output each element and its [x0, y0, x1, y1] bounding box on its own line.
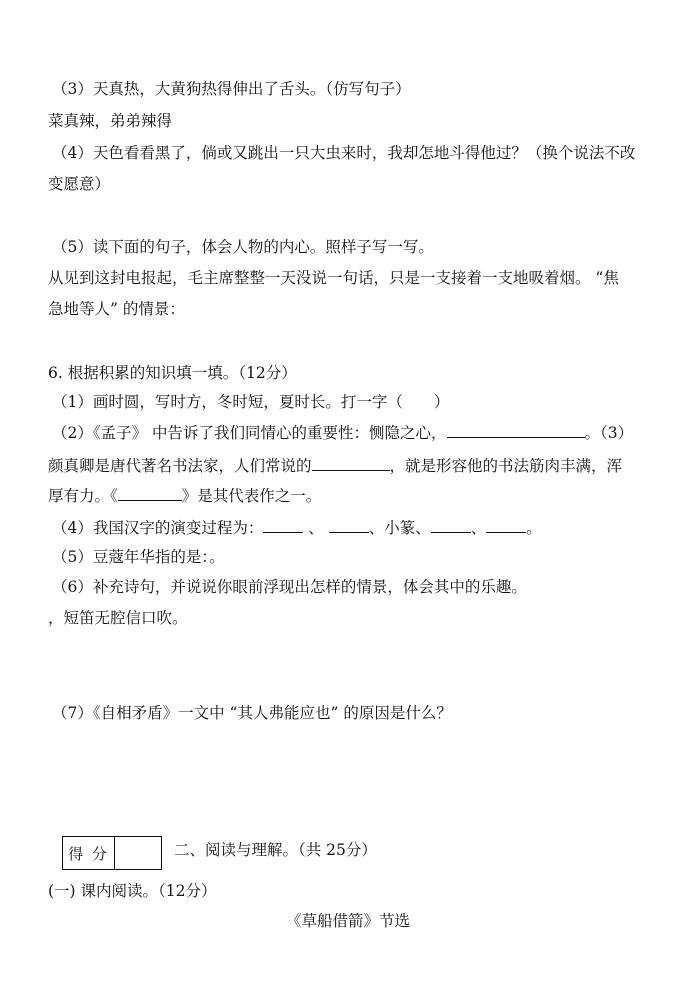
section-6-item-2: [52, 422, 633, 444]
question-3-prompt: （3）天真热，大黄狗热得伸出了舌头。（仿写句子）: [52, 80, 411, 98]
section-6-item-6-poem: ，短笛无腔信口吹。: [48, 609, 188, 627]
item-4-sep-2: 、小篆、: [368, 519, 431, 537]
section-6-item-3-line-1: [48, 455, 622, 477]
score-input-cell[interactable]: [115, 837, 161, 869]
item-4-sep-1: 、: [303, 519, 329, 537]
score-label: 得 分: [63, 837, 115, 869]
question-4-line-2: 变愿意）: [48, 175, 111, 193]
answer-blank[interactable]: [118, 486, 182, 501]
item-3-text: 颜真卿是唐代著名书法家，人们常说的: [48, 457, 312, 475]
answer-blank[interactable]: [447, 423, 585, 438]
item-4-sep-3: 、: [470, 519, 487, 537]
section-6-item-7: （7）《自相矛盾》一文中 “其人弗能应也” 的原因是什么？: [52, 704, 452, 722]
section-6-title: 6. 根据积累的知识填一填。（12分）: [48, 364, 297, 382]
question-5-sentence-line-1: 从见到这封电报起，毛主席整整一天没说一句话，只是一支接着一支地吸着烟。 “焦: [48, 269, 619, 287]
item-2-end: 。（3）: [584, 424, 634, 442]
question-5-prompt: （5）读下面的句子，体会人物的内心。照样子写一写。: [52, 238, 434, 256]
question-4-line-1: （4）天色看看黑了，倘或又跳出一只大虫来时，我却怎地斗得他过？（换个说法不改: [52, 144, 636, 162]
score-box: [62, 836, 162, 870]
item-4-end: 。: [526, 519, 542, 537]
section-6-item-5: （5）豆蔻年华指的是：。: [52, 548, 225, 566]
part-2-subsection: (一) 课内阅读。（12分）: [48, 882, 217, 900]
part-2-title: 二、阅读与理解。（共 25分）: [174, 841, 377, 859]
passage-title: 《草船借箭》节选: [285, 912, 410, 930]
item-3-text-cont: ，就是形容他的书法筋肉丰满，浑: [389, 457, 623, 475]
section-6-item-1: （1）画时圆，写时方，冬时短，夏时长。打一字（ ）: [52, 393, 450, 411]
answer-blank[interactable]: [486, 518, 526, 533]
item-2-text: （2）《孟子》 中告诉了我们同情心的重要性：恻隐之心，: [52, 424, 447, 442]
question-3-answer-start: 菜真辣，弟弟辣得: [48, 112, 173, 130]
section-6-item-6: （6）补充诗句，并说说你眼前浮现出怎样的情景，体会其中的乐趣。: [52, 578, 527, 596]
item-4-text: （4）我国汉字的演变过程为：: [52, 519, 264, 537]
item-3-text-end: 》是其代表作之一。: [181, 487, 322, 505]
question-5-sentence-line-2: 急地等人” 的情景：: [48, 300, 185, 318]
answer-blank[interactable]: [431, 518, 471, 533]
section-6-item-4: [52, 517, 542, 539]
answer-blank[interactable]: [263, 518, 303, 533]
answer-blank[interactable]: [312, 456, 390, 471]
answer-blank[interactable]: [329, 518, 369, 533]
item-3-text-start: 厚有力。《: [48, 487, 118, 505]
section-6-item-3-line-2: [48, 485, 321, 507]
